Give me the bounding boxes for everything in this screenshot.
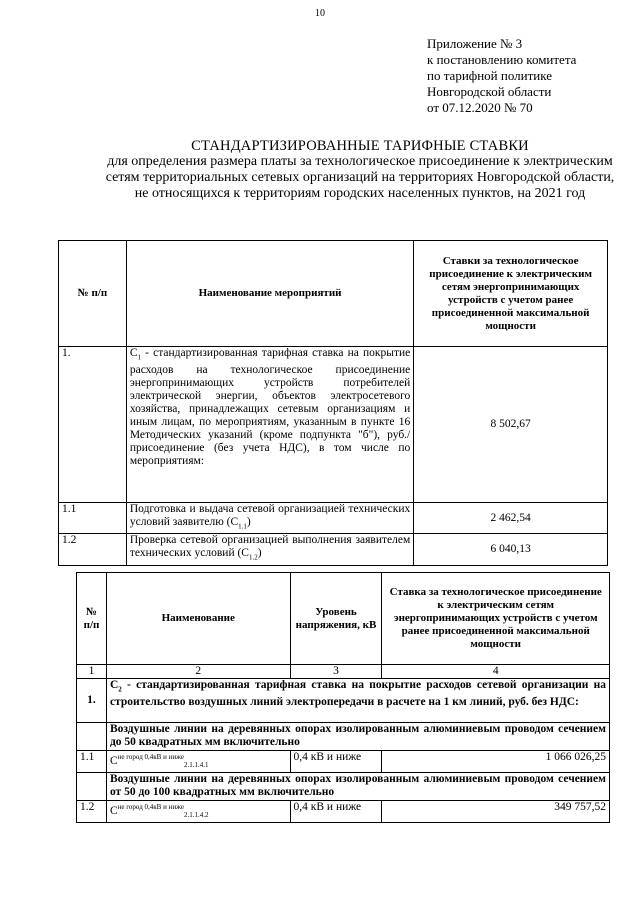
col-number: 4	[382, 665, 610, 679]
header-name: Наименование	[106, 573, 290, 665]
header-rate: Ставка за технологическое присоединение к электрическим сетям энергопринимающих устройств с учетом ранее присоединенной максимальной мощности	[382, 573, 610, 665]
row-voltage: 0,4 кВ и ниже	[290, 801, 382, 823]
appendix-block	[427, 36, 576, 116]
table-row	[59, 534, 608, 565]
row-num: 1.	[59, 347, 127, 503]
table-row	[77, 801, 610, 823]
section-num: 1.	[77, 679, 107, 723]
column-number-row	[77, 665, 610, 679]
col-number: 1	[77, 665, 107, 679]
c2-rates-table	[76, 572, 610, 823]
header-num: № п/п	[59, 241, 127, 347]
table-header-row	[59, 241, 608, 347]
appendix-line: Приложение № 3	[427, 36, 523, 51]
row-num: 1.1	[77, 751, 107, 773]
group-heading-row	[77, 773, 610, 801]
header-voltage: Уровень напряжения, кВ	[290, 573, 382, 665]
header-name: Наименование мероприятий	[126, 241, 413, 347]
row-name: $С_1$ - стандартизированная тарифная ставка на покрытие расходов на технологическое присоединение энергопринимающих устройств потребителей электрической энергии, объектов электросетевого хозяйства, принадлежащих сетевым организациям и иным лицам, по мероприятиям, указанным в пункте 16 Методических указаний (кроме подпункта "б"), руб./присоединение (без учета НДС), в том числе по мероприятиям:	[126, 347, 413, 503]
rates-table	[58, 240, 608, 566]
appendix-line: Новгородской области	[427, 84, 552, 99]
appendix-line: по тарифной политике	[427, 68, 552, 83]
row-value: 349 757,52	[382, 801, 610, 823]
row-value: 6 040,13	[414, 534, 608, 565]
appendix-line: от 07.12.2020 № 70	[427, 100, 533, 115]
row-value: 2 462,54	[414, 503, 608, 534]
table-row	[59, 347, 608, 503]
group-heading: Воздушные линии на деревянных опорах изолированным алюминиевым проводом сечением от 50 до 100 квадратных мм включительно	[106, 773, 609, 801]
table-header-row	[77, 573, 610, 665]
page-number: 10	[315, 8, 325, 19]
col-number: 2	[106, 665, 290, 679]
row-voltage: 0,4 кВ и ниже	[290, 751, 382, 773]
title-main: СТАНДАРТИЗИРОВАННЫЕ ТАРИФНЫЕ СТАВКИ	[191, 138, 529, 154]
document-title	[100, 138, 620, 202]
row-value: 8 502,67	[414, 347, 608, 503]
header-rate: Ставки за технологическое присоединение к электрическим сетям энергопринимающих устройств с учетом ранее присоединенной максимальной мощности	[414, 241, 608, 347]
appendix-line: к постановлению комитета	[427, 52, 577, 67]
row-name: $С^{не город 0,4кВ и ниже}_{2.1.1.4.2}$	[106, 801, 290, 823]
row-value: 1 066 026,25	[382, 751, 610, 773]
row-num: 1.2	[77, 801, 107, 823]
col-number: 3	[290, 665, 382, 679]
row-name: $С^{не город 0,4кВ и ниже}_{2.1.1.4.1}$	[106, 751, 290, 773]
group-heading-row	[77, 723, 610, 751]
section-text: $С_2$ - стандартизированная тарифная ставка на покрытие расходов сетевой организации на строительство воздушных линий электропередачи в расчете на 1 км линий, руб. без НДС:	[106, 679, 609, 723]
row-num: 1.2	[59, 534, 127, 565]
group-heading: Воздушные линии на деревянных опорах изолированным алюминиевым проводом сечением до 50 квадратных мм включительно	[106, 723, 609, 751]
title-subtitle: для определения размера платы за технологическое присоединение к электрическим сетям территориальных сетевых организаций на территориях Новгородской области, не относящихся к территориям городских населенных пунктов, на 2021 год	[105, 154, 615, 201]
section-row	[77, 679, 610, 723]
row-num: 1.1	[59, 503, 127, 534]
table-row	[59, 503, 608, 534]
header-num: № п/п	[77, 573, 107, 665]
table-row	[77, 751, 610, 773]
row-name: Подготовка и выдача сетевой организацией технических условий заявителю $(С_{1.1})$	[126, 503, 413, 534]
row-name: Проверка сетевой организацией выполнения заявителем технических условий $(С_{1.2})$	[126, 534, 413, 565]
